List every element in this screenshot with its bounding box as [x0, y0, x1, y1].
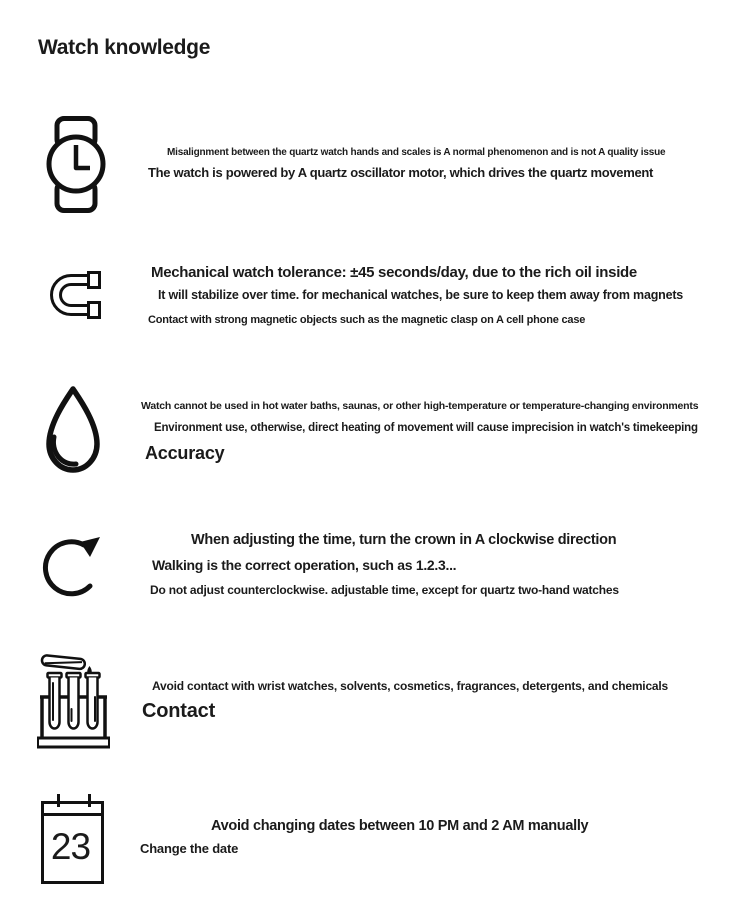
- calendar-day-number: 23: [50, 826, 91, 867]
- chemical-contact-note: Avoid contact with wrist watches, solvents, cosmetics, fragrances, detergents, and chemicals: [152, 679, 668, 693]
- contact-heading: Contact: [142, 700, 216, 722]
- quartz-misalignment-note: Misalignment between the quartz watch hands and scales is A normal phenomenon and is not A quality issue: [167, 147, 666, 158]
- clockwise-crown-note: When adjusting the time, turn the crown in A clockwise direction: [191, 532, 617, 548]
- calendar-ring-right: [88, 794, 91, 807]
- magnet-icon: [44, 268, 104, 322]
- test-tubes-icon: [37, 650, 110, 750]
- change-date-label: Change the date: [140, 841, 239, 856]
- mechanical-tolerance-note: Mechanical watch tolerance: ±45 seconds/day, due to the rich oil inside: [151, 264, 637, 281]
- calendar-ring-left: [57, 794, 60, 807]
- quartz-movement-note: The watch is powered by A quartz oscillator motor, which drives the quartz movement: [148, 165, 654, 180]
- accuracy-heading: Accuracy: [145, 443, 225, 463]
- page-title: Watch knowledge: [38, 36, 211, 59]
- date-change-warning-note: Avoid changing dates between 10 PM and 2 AM manually: [211, 818, 589, 834]
- counterclockwise-warning-note: Do not adjust counterclockwise. adjustable time, except for quartz two-hand watches: [150, 583, 619, 597]
- magnet-warning-note: It will stabilize over time. for mechanical watches, be sure to keep them away from magnets: [158, 288, 684, 302]
- wristwatch-icon: [46, 116, 106, 213]
- calendar-header-line: [44, 813, 101, 816]
- hot-water-warning-note: Watch cannot be used in hot water baths, saunas, or other high-temperature or temperature-changing environments: [141, 400, 699, 412]
- clockwise-arrow-icon: [42, 530, 104, 600]
- calendar-icon: [41, 801, 104, 884]
- correct-operation-note: Walking is the correct operation, such as 1.2.3...: [152, 557, 457, 573]
- heat-imprecision-note: Environment use, otherwise, direct heating of movement will cause imprecision in watch's timekeeping: [154, 422, 698, 434]
- water-drop-icon: [40, 384, 106, 479]
- magnetic-objects-note: Contact with strong magnetic objects such as the magnetic clasp on A cell phone case: [148, 314, 586, 326]
